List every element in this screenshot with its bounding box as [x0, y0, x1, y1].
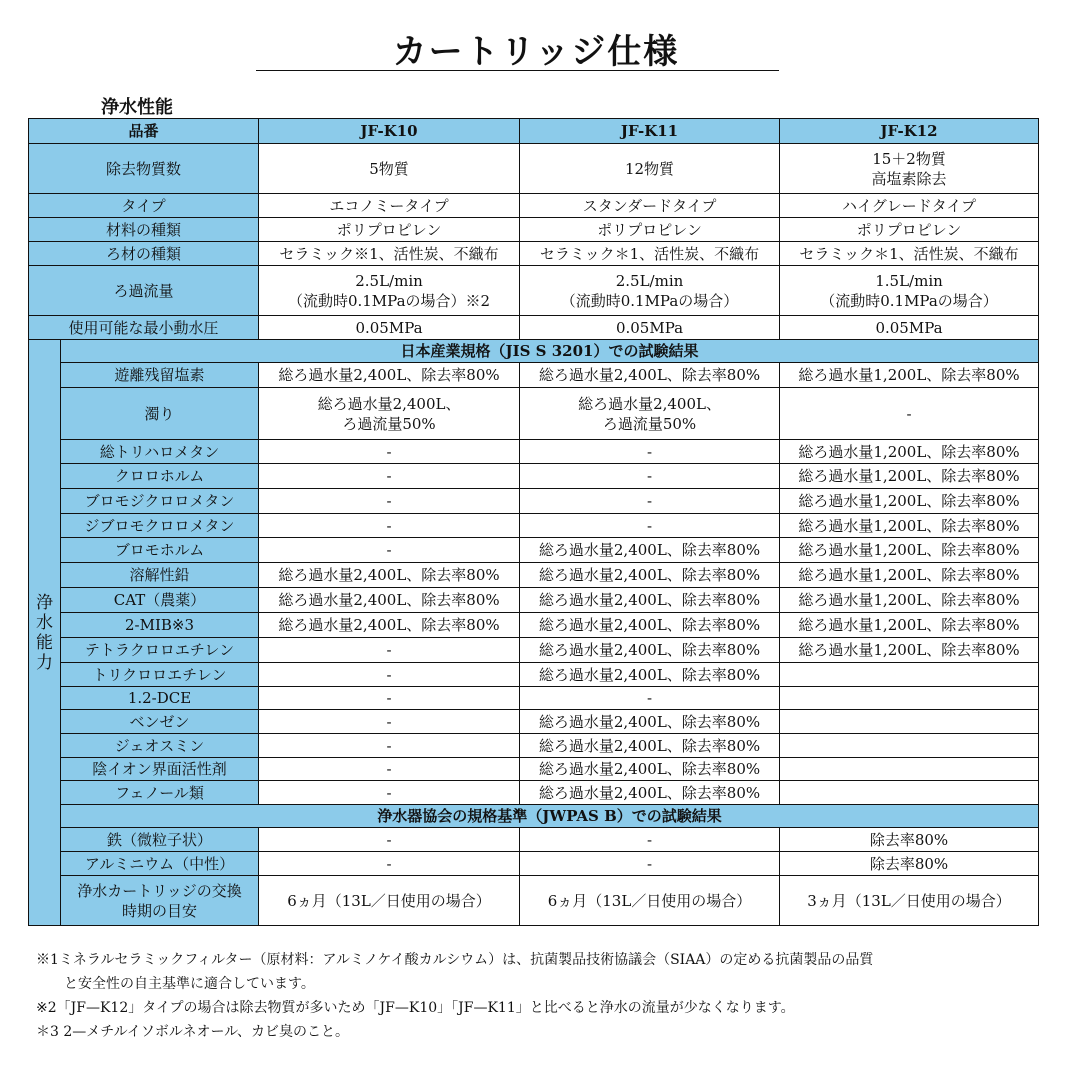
cell-line: - [386, 492, 392, 510]
cell-line: セラミック＊1、活性炭、不織布 [799, 244, 1019, 263]
spec-value [520, 194, 780, 218]
spec-value [780, 316, 1039, 340]
side-char: 力 [36, 652, 53, 673]
row-label: 使用可能な最小動水圧 [29, 316, 259, 340]
cell-line: - [386, 516, 392, 535]
cell-line: - [646, 516, 653, 535]
side-char: 水 [36, 612, 53, 633]
model-header: JF-K11 [520, 119, 780, 144]
jis-row [29, 663, 1039, 687]
row-label [61, 876, 259, 926]
result-value [520, 613, 780, 638]
result-value [520, 687, 780, 710]
row-label: 材料の種類 [29, 218, 259, 242]
cell-line: 高塩素除去 [871, 169, 947, 188]
row-label: 濁り [61, 388, 259, 440]
cell-line: - [386, 689, 392, 707]
side-label [29, 340, 61, 926]
model-header: JF-K12 [780, 119, 1039, 144]
result-value [520, 363, 780, 388]
cell-line: 総ろ過水量1,200L、除去率80% [798, 541, 1020, 559]
cell-line: - [386, 760, 392, 778]
spec-row [29, 242, 1039, 266]
result-value [259, 663, 520, 687]
cell-line: 総ろ過水量1,200L、除去率80% [798, 366, 1020, 384]
result-value [259, 514, 520, 538]
result-value [780, 663, 1039, 687]
result-value [520, 876, 780, 926]
result-value [780, 852, 1039, 876]
cell-line: 総ろ過水量2,400L、 [317, 394, 461, 413]
cell-line: - [386, 665, 392, 684]
spec-row [29, 144, 1039, 194]
row-label: ブロモジクロロメタン [61, 489, 259, 514]
jwpas-band-row [29, 805, 1039, 828]
model-header: JF-K10 [259, 119, 520, 144]
cell-line: 総ろ過水量2,400L、除去率80% [538, 760, 761, 778]
jis-row [29, 710, 1039, 734]
result-value [780, 876, 1039, 926]
result-value [259, 638, 520, 663]
result-value [780, 710, 1039, 734]
cell-line: 1.5L/min [875, 271, 943, 290]
row-label: ブロモホルム [61, 538, 259, 563]
result-value [259, 388, 520, 440]
result-value [780, 588, 1039, 613]
cell-line: 総ろ過水量1,200L、除去率80% [798, 591, 1020, 609]
jis-row [29, 588, 1039, 613]
footnotes [36, 948, 1046, 1044]
footnote-2: ※2「JF—K12」タイプの場合は除去物質が多いため「JF—K10」「JF—K11」と比べると浄水の流量が少なくなります。 [36, 1000, 795, 1016]
result-value [520, 538, 780, 563]
result-value [520, 758, 780, 781]
cell-line: 総ろ過水量2,400L、除去率80% [538, 665, 761, 684]
jis-row [29, 440, 1039, 464]
cell-line: - [646, 830, 653, 849]
spec-row [29, 218, 1039, 242]
cell-line: 0.05MPa [615, 318, 684, 337]
cell-line: セラミック※1、活性炭、不織布 [279, 244, 499, 263]
row-label: 2-MIB※3 [61, 613, 259, 638]
label-line: 浄水カートリッジの交換 [77, 881, 242, 900]
spec-row [29, 266, 1039, 316]
result-value [520, 852, 780, 876]
result-value [520, 588, 780, 613]
result-value [780, 563, 1039, 588]
result-value [780, 638, 1039, 663]
result-value [780, 828, 1039, 852]
row-label: ジブロモクロロメタン [61, 514, 259, 538]
spec-value [520, 266, 780, 316]
side-char: 浄 [36, 592, 53, 613]
result-value [259, 363, 520, 388]
result-value [520, 734, 780, 758]
cell-line: 総ろ過水量1,200L、除去率80% [798, 467, 1020, 485]
result-value [520, 440, 780, 464]
result-value [520, 828, 780, 852]
jis-row [29, 489, 1039, 514]
row-label: 鉄（微粒子状） [61, 828, 259, 852]
cell-line: 総ろ過水量2,400L、除去率80% [278, 366, 500, 384]
spec-value [780, 218, 1039, 242]
cell-line: - [386, 442, 392, 461]
cell-line: 総ろ過水量2,400L、除去率80% [538, 736, 761, 755]
row-label: 除去物質数 [29, 144, 259, 194]
result-value [520, 514, 780, 538]
page-title: カートリッジ仕様 [392, 32, 680, 72]
result-value [780, 687, 1039, 710]
cell-line: - [646, 689, 653, 707]
result-value [259, 734, 520, 758]
jis-row [29, 758, 1039, 781]
row-label: タイプ [29, 194, 259, 218]
spec-value [259, 218, 520, 242]
result-value [520, 638, 780, 663]
cell-line: 総ろ過水量2,400L、除去率80% [538, 591, 761, 609]
row-label: クロロホルム [61, 464, 259, 489]
jis-band-row [29, 340, 1039, 363]
cell-line: ポリプロピレン [597, 220, 702, 239]
cell-line: 2.5L/min [355, 271, 423, 290]
cell-line: ポリプロピレン [336, 220, 442, 239]
cell-line: 総ろ過水量2,400L、除去率80% [538, 366, 761, 384]
result-value [259, 687, 520, 710]
title-underline [256, 70, 779, 71]
cell-line: 総ろ過水量1,200L、除去率80% [798, 516, 1020, 535]
cell-line: - [386, 712, 392, 731]
row-label: 溶解性鉛 [61, 563, 259, 588]
cell-line: ポリプロピレン [856, 220, 962, 239]
jis-row [29, 613, 1039, 638]
spec-value [259, 316, 520, 340]
cell-line: エコノミータイプ [329, 196, 449, 215]
cell-line: ろ過流量50% [602, 414, 697, 433]
result-value [780, 538, 1039, 563]
result-value [520, 388, 780, 440]
cell-line: 0.05MPa [875, 318, 943, 337]
result-value [259, 588, 520, 613]
row-label: トリクロロエチレン [61, 663, 259, 687]
row-label: 遊離残留塩素 [61, 363, 259, 388]
cell-line: 除去率80% [869, 854, 949, 873]
cell-line: 5物質 [369, 159, 409, 178]
result-value [780, 781, 1039, 805]
jwpas-band: 浄水器協会の規格基準（JWPAS B）での試験結果 [61, 805, 1039, 828]
jis-row [29, 538, 1039, 563]
result-value [780, 440, 1039, 464]
jis-row [29, 687, 1039, 710]
cell-line: 6ヵ月（13L／日使用の場合） [287, 891, 491, 910]
spec-table [28, 118, 1039, 926]
jis-row [29, 734, 1039, 758]
spec-value [520, 218, 780, 242]
cell-line: - [646, 854, 653, 873]
cell-line: 総ろ過水量1,200L、除去率80% [798, 492, 1020, 510]
cell-line: 総ろ過水量2,400L、除去率80% [538, 641, 761, 659]
header-label: 品番 [29, 119, 259, 144]
result-value [259, 876, 520, 926]
result-value [259, 828, 520, 852]
cell-line: 総ろ過水量1,200L、除去率80% [798, 641, 1020, 659]
cell-line: - [646, 442, 653, 461]
jis-row [29, 514, 1039, 538]
result-value [259, 781, 520, 805]
result-value [520, 563, 780, 588]
cell-line: 総ろ過水量2,400L、除去率80% [538, 541, 761, 559]
side-char: 能 [36, 632, 53, 653]
row-label: CAT（農薬） [61, 588, 259, 613]
result-value [259, 758, 520, 781]
row-label: ジェオスミン [61, 734, 259, 758]
cell-line: 15＋2物質 [872, 149, 946, 168]
spec-row [29, 194, 1039, 218]
result-value [259, 852, 520, 876]
row-label: アルミニウム（中性） [61, 852, 259, 876]
result-value [780, 464, 1039, 489]
result-value [520, 489, 780, 514]
row-label: 総トリハロメタン [61, 440, 259, 464]
row-label: ろ材の種類 [29, 242, 259, 266]
result-value [520, 663, 780, 687]
jis-row [29, 781, 1039, 805]
cell-line: - [386, 830, 392, 849]
row-label: 1.2-DCE [61, 687, 259, 710]
cell-line: ろ過流量50% [342, 414, 436, 433]
result-value [259, 440, 520, 464]
cell-line: - [386, 467, 392, 485]
row-label: 陰イオン界面活性剤 [61, 758, 259, 781]
row-label: フェノール類 [61, 781, 259, 805]
cell-line: 総ろ過水量2,400L、除去率80% [538, 566, 761, 584]
header-row [29, 119, 1039, 144]
cell-line: 3ヵ月（13L／日使用の場合） [807, 891, 1011, 910]
spec-value [520, 144, 780, 194]
jis-band: 日本産業規格（JIS S 3201）での試験結果 [61, 340, 1039, 363]
result-value [520, 710, 780, 734]
cell-line: 総ろ過水量1,200L、除去率80% [798, 616, 1020, 634]
spec-value [780, 144, 1039, 194]
result-value [259, 613, 520, 638]
cell-line: 総ろ過水量1,200L、除去率80% [798, 566, 1020, 584]
cell-line: 総ろ過水量2,400L、除去率80% [278, 566, 500, 584]
cell-line: - [386, 641, 392, 659]
cell-line: - [386, 783, 392, 802]
cell-line: 0.05MPa [355, 318, 423, 337]
result-value [780, 388, 1039, 440]
cell-line: 総ろ過水量2,400L、除去率80% [278, 591, 500, 609]
spec-value [520, 316, 780, 340]
result-value [780, 613, 1039, 638]
result-value [259, 489, 520, 514]
cell-line: （流動時0.1MPaの場合） [820, 291, 998, 310]
jis-row [29, 638, 1039, 663]
jwpas-row [29, 828, 1039, 852]
cell-line: （流動時0.1MPaの場合）※2 [287, 291, 491, 310]
cell-line: - [386, 541, 392, 559]
cell-line: - [646, 467, 653, 485]
cell-line: 除去率80% [869, 830, 949, 849]
cell-line: 総ろ過水量2,400L、除去率80% [538, 712, 761, 731]
footnote-3: ＊3 2—メチルイソボルネオール、カビ臭のこと。 [36, 1024, 350, 1040]
cell-line: 2.5L/min [615, 271, 684, 290]
result-value [259, 563, 520, 588]
jis-row [29, 563, 1039, 588]
spec-value [259, 144, 520, 194]
cell-line: 総ろ過水量2,400L、除去率80% [538, 616, 761, 634]
spec-value [780, 242, 1039, 266]
spec-value [259, 266, 520, 316]
row-label: テトラクロロエチレン [61, 638, 259, 663]
cell-line: 総ろ過水量2,400L、除去率80% [278, 616, 500, 634]
spec-value [520, 242, 780, 266]
cell-line: - [906, 404, 912, 423]
result-value [259, 464, 520, 489]
cell-line: セラミック＊1、活性炭、不織布 [539, 244, 760, 263]
spec-value [259, 194, 520, 218]
result-value [259, 710, 520, 734]
result-value [780, 758, 1039, 781]
result-value [520, 781, 780, 805]
spec-value [780, 266, 1039, 316]
jwpas-row [29, 852, 1039, 876]
label-line: 時期の目安 [122, 901, 198, 920]
cell-line: ハイグレードタイプ [842, 196, 976, 215]
cell-line: 総ろ過水量1,200L、除去率80% [798, 442, 1020, 461]
result-value [780, 514, 1039, 538]
cell-line: スタンダードタイプ [582, 196, 717, 215]
cell-line: - [646, 492, 653, 510]
jis-row [29, 363, 1039, 388]
cell-line: 6ヵ月（13L／日使用の場合） [547, 891, 752, 910]
jwpas-row [29, 876, 1039, 926]
row-label: ろ過流量 [29, 266, 259, 316]
cell-line: - [386, 736, 392, 755]
jis-row [29, 388, 1039, 440]
footnote-1-cont: と安全性の自主基準に適合しています。 [64, 976, 315, 992]
footnote-1: ※1ミネラルセラミックフィルター（原材料：アルミノケイ酸カルシウム）は、抗菌製品技術協議会（SIAA）の定める抗菌製品の品質 [36, 952, 874, 968]
cell-line: （流動時0.1MPaの場合） [560, 291, 739, 310]
section-label: 浄水性能 [101, 97, 173, 118]
spec-value [259, 242, 520, 266]
jis-row [29, 464, 1039, 489]
cell-line: 総ろ過水量2,400L、除去率80% [538, 783, 761, 802]
result-value [520, 464, 780, 489]
spec-value [780, 194, 1039, 218]
cell-line: 総ろ過水量2,400L、 [578, 394, 721, 413]
result-value [780, 363, 1039, 388]
cell-line: 12物質 [624, 159, 675, 178]
result-value [780, 489, 1039, 514]
row-label: ベンゼン [61, 710, 259, 734]
result-value [780, 734, 1039, 758]
result-value [259, 538, 520, 563]
cell-line: - [386, 854, 392, 873]
spec-row [29, 316, 1039, 340]
